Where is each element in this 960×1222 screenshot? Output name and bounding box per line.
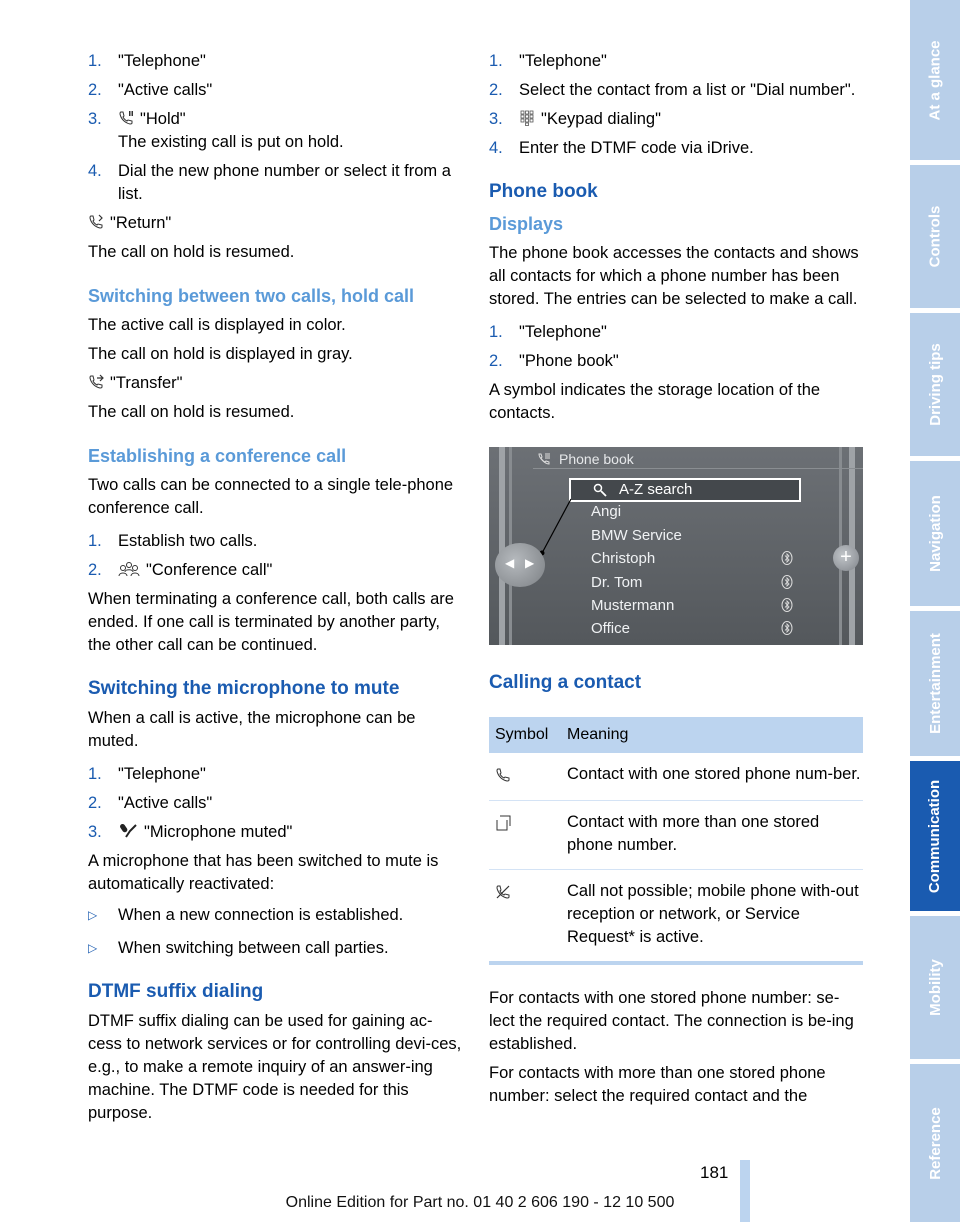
bluetooth-icon [781, 598, 793, 612]
list-item: 2. "Active calls" [88, 81, 213, 99]
tab-driving-tips[interactable]: Driving tips [910, 313, 960, 456]
paragraph: For contacts with one stored phone number: se-lect the required contact. The connection is be-ing established. [489, 989, 854, 1053]
list-item: 3. "Keypad dialing" [489, 110, 661, 128]
list-item: ▷ When switching between call parties. [88, 939, 389, 957]
paragraph: When a call is active, the microphone can be muted. [88, 709, 416, 750]
list-item: 2. "Phone book" [489, 352, 619, 370]
paragraph: Two calls can be connected to a single tele-phone conference call. [88, 476, 454, 517]
heading-displays: Displays [489, 214, 564, 234]
list-item: 1. "Telephone" [88, 765, 206, 783]
screen-header [533, 450, 863, 469]
steps-dtmf [489, 50, 863, 160]
page-marker [740, 1160, 750, 1222]
paragraph: The call on hold is resumed. [88, 243, 295, 261]
multiple-numbers-icon [495, 815, 511, 831]
hold-phone-icon [118, 110, 134, 126]
paragraph: A microphone that has been switched to mute is automatically reactivated: [88, 852, 439, 893]
tab-navigation[interactable]: Navigation [910, 461, 960, 606]
paragraph: For contacts with more than one stored phone number: select the required contact and the [489, 1064, 826, 1105]
heading-switch-calls: Switching between two calls, hold call [88, 286, 415, 306]
left-column [88, 50, 464, 1125]
list-item: 3. "Microphone muted" [88, 823, 293, 841]
table-cell: Contact with one stored phone num-ber. [567, 765, 861, 783]
list-item: 1. "Telephone" [489, 323, 607, 341]
list-item: 3. "Hold" [88, 110, 186, 128]
table-cell: Call not possible; mobile phone with-out reception or network, or Service Request* is active. [567, 882, 859, 946]
phone-book-icon [537, 452, 551, 466]
paragraph: DTMF suffix dialing can be used for gaining ac-cess to network services or for controlling devi-ces, e.g., to make a remote inquiry of an answer-ing machine. The DTMF code is needed for this purpose. [88, 1012, 462, 1122]
heading-dtmf: DTMF suffix dialing [88, 981, 264, 1002]
no-call-icon [495, 884, 511, 900]
paragraph: When terminating a conference call, both calls are ended. If one call is terminated by another party, the other call can be continued. [88, 590, 454, 654]
table-row [489, 753, 863, 801]
paragraph: The phone book accesses the contacts and shows all contacts for which a phone number has been stored. The entries can be selected to make a call. [489, 244, 859, 308]
paragraph: A symbol indicates the storage location of the contacts. [489, 381, 821, 422]
bullet-list [88, 904, 464, 960]
transfer-phone-icon [88, 374, 104, 390]
transfer-line: "Transfer" [88, 372, 464, 395]
list-item: 1. Establish two calls. [88, 532, 258, 550]
microphone-muted-icon [118, 823, 138, 839]
search-label: A-Z search [619, 481, 693, 498]
header-symbol: Symbol [495, 726, 549, 743]
paragraph: The call on hold is displayed in gray. [88, 345, 353, 363]
bluetooth-icon [781, 575, 793, 589]
list-item: 4. Enter the DTMF code via iDrive. [489, 139, 754, 157]
tab-entertainment[interactable]: Entertainment [910, 611, 960, 756]
contact-entry[interactable]: Office [591, 620, 630, 637]
steps-conference [88, 530, 464, 582]
table-row [489, 870, 863, 961]
tab-at-a-glance[interactable]: At a glance [910, 0, 960, 160]
paragraph: The call on hold is resumed. [88, 403, 295, 421]
table-header [489, 717, 863, 753]
heading-phonebook: Phone book [489, 181, 598, 202]
keypad-icon [519, 110, 535, 126]
table-cell: Contact with more than one stored phone number. [567, 813, 820, 854]
zoom-plus-icon: + [833, 545, 859, 571]
contact-entry[interactable]: Mustermann [591, 597, 675, 614]
contact-entry[interactable]: Angi [591, 503, 622, 520]
return-phone-icon [88, 214, 104, 230]
right-column [489, 50, 863, 1108]
list-item: 2. "Active calls" [88, 794, 213, 812]
phone-icon [495, 767, 511, 783]
controller-knob: ◀ ▶ [495, 543, 545, 587]
tab-controls[interactable]: Controls [910, 165, 960, 308]
paragraph: The active call is displayed in color. [88, 316, 346, 334]
callout-line [537, 497, 571, 557]
symbol-table [489, 717, 863, 965]
list-item: ▷ When a new connection is established. [88, 906, 404, 924]
bluetooth-icon [781, 621, 793, 635]
list-item: 1. "Telephone" [489, 52, 607, 70]
search-icon [593, 483, 607, 497]
step-note: The existing call is put on hold. [118, 133, 344, 151]
table-row [489, 801, 863, 870]
heading-conference: Establishing a conference call [88, 446, 347, 466]
list-item: 2. Select the contact from a list or "Dial number". [489, 81, 856, 99]
phone-book-screenshot [489, 447, 863, 645]
search-entry[interactable] [569, 478, 801, 502]
section-tabs [903, 0, 960, 1222]
steps-mute [88, 763, 464, 844]
list-item: 2. "Conference call" [88, 561, 273, 579]
list-item: 1. "Telephone" [88, 52, 206, 70]
steps-hold [88, 50, 464, 206]
footer: Online Edition for Part no. 01 40 2 606 190 - 12 10 500 [285, 1194, 675, 1211]
contact-entry[interactable]: Dr. Tom [591, 574, 643, 591]
heading-mute: Switching the microphone to mute [88, 678, 400, 699]
return-line: "Return" [88, 212, 464, 235]
list-item: 4. Dial the new phone number or select it from a list. [88, 162, 451, 203]
heading-calling: Calling a contact [489, 672, 642, 693]
tab-communication[interactable]: Communication [910, 761, 960, 911]
contact-entry[interactable]: Christoph [591, 550, 656, 567]
tab-mobility[interactable]: Mobility [910, 916, 960, 1059]
contact-entry[interactable]: BMW Service [591, 527, 682, 544]
header-meaning: Meaning [567, 726, 629, 743]
tab-reference[interactable]: Reference [910, 1064, 960, 1222]
conference-icon [118, 561, 140, 577]
screen-title: Phone book [559, 451, 634, 467]
bluetooth-icon [781, 551, 793, 565]
page-number: 181 [700, 1163, 729, 1182]
steps-phonebook [489, 321, 863, 373]
